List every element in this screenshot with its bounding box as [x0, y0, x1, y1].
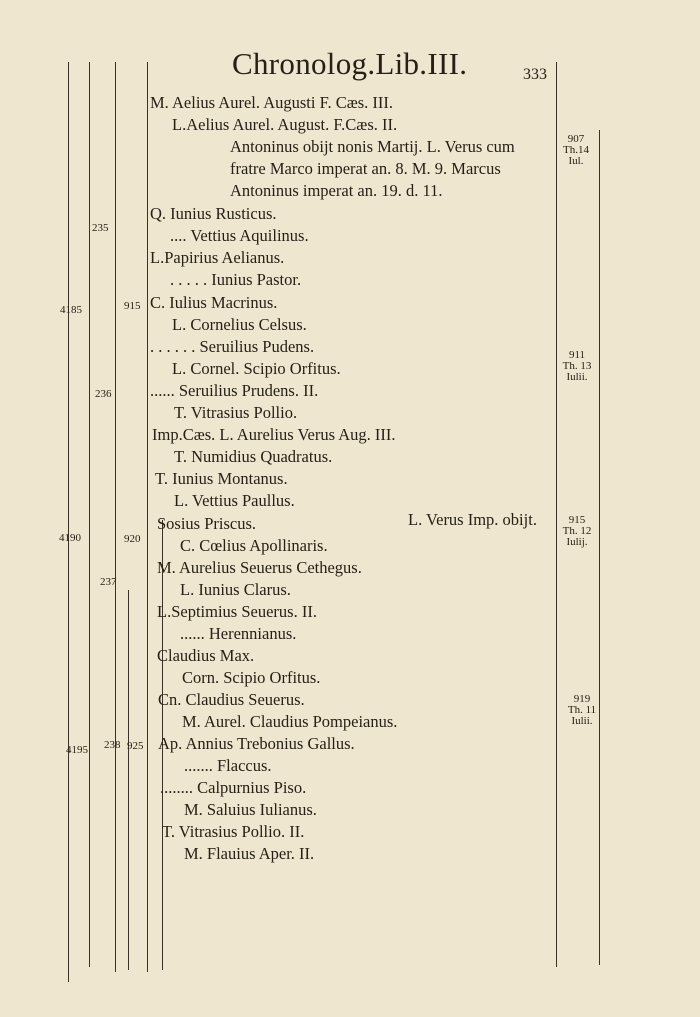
consul-entry: T. Vitrasius Pollio. [174, 403, 298, 422]
consul-entry: L. Cornelius Celsus. [172, 315, 307, 334]
consul-entry: L. Vettius Paullus. [174, 491, 295, 510]
column-rule [128, 590, 129, 970]
consul-entry: L. Iunius Clarus. [180, 580, 291, 599]
consul-entry: T. Numidius Quadratus. [174, 447, 333, 466]
chronicle-note: fratre Marco imperat an. 8. M. 9. Marcus [230, 159, 501, 178]
year-number: 915 [124, 300, 141, 312]
consul-entry: M. Aurelius Seuerus Cethegus. [157, 558, 362, 577]
consul-entry: ...... Seruilius Prudens. II. [150, 381, 319, 400]
consul-entry: L.Aelius Aurel. August. F.Cæs. II. [172, 115, 398, 134]
right-date-note: 915 Th. 12 Iulij. [562, 514, 592, 548]
column-rule [147, 62, 148, 972]
consul-entry: ...... Herennianus. [180, 624, 297, 643]
consul-entry: M. Aelius Aurel. Augusti F. Cæs. III. [150, 93, 393, 112]
right-date-note: 907 Th.14 Iul. [563, 133, 589, 167]
year-number: 4195 [66, 744, 88, 756]
consul-entry: . . . . . . Seruilius Pudens. [150, 337, 315, 356]
consul-entry: Cn. Claudius Seuerus. [158, 690, 305, 709]
year-number: 920 [124, 533, 141, 545]
consul-entry: Q. Iunius Rusticus. [150, 204, 277, 223]
side-note: L. Verus Imp. obijt. [408, 510, 537, 529]
consul-entry: .... Vettius Aquilinus. [170, 226, 309, 245]
year-number: 925 [127, 740, 144, 752]
page-number: 333 [523, 66, 547, 83]
year-number: 4190 [59, 532, 81, 544]
column-rule [115, 62, 116, 972]
chronicle-note: Antoninus obijt nonis Martij. L. Verus cum [230, 137, 515, 156]
right-date-note: 919 Th. 11 Iulii. [567, 693, 597, 727]
right-date-note: 911 Th. 13 Iulii. [562, 349, 592, 383]
year-number: 238 [104, 739, 121, 751]
chronicle-note: Antoninus imperat an. 19. d. 11. [230, 181, 443, 200]
consul-entry: . . . . . Iunius Pastor. [170, 270, 302, 289]
consul-entry: L.Septimius Seuerus. II. [157, 602, 317, 621]
consul-entry: ........ Calpurnius Piso. [160, 778, 307, 797]
year-number: 237 [100, 576, 117, 588]
consul-entry: L.Papirius Aelianus. [150, 248, 285, 267]
consul-entry: Ap. Annius Trebonius Gallus. [158, 734, 355, 753]
consul-entry: C. Iulius Macrinus. [150, 293, 278, 312]
consul-entry: T. Vitrasius Pollio. II. [162, 822, 305, 841]
consul-entry: T. Iunius Montanus. [155, 469, 288, 488]
year-number: 236 [95, 388, 112, 400]
consul-entry: Claudius Max. [157, 646, 255, 665]
column-rule [89, 62, 90, 967]
consul-entry: Corn. Scipio Orfitus. [182, 668, 321, 687]
column-rule [68, 62, 69, 982]
consul-entry: Sosius Priscus. [157, 514, 257, 533]
consul-entry: M. Flauius Aper. II. [184, 844, 315, 863]
column-rule [599, 130, 600, 965]
year-number: 4185 [60, 304, 82, 316]
year-number: 235 [92, 222, 109, 234]
consul-entry: Imp.Cæs. L. Aurelius Verus Aug. III. [152, 425, 396, 444]
consul-entry: M. Aurel. Claudius Pompeianus. [182, 712, 398, 731]
consul-entry: L. Cornel. Scipio Orfitus. [172, 359, 341, 378]
consul-entry: ....... Flaccus. [184, 756, 272, 775]
consul-entry: C. Cœlius Apollinaris. [180, 536, 328, 555]
consul-entry: M. Saluius Iulianus. [184, 800, 317, 819]
page-title: Chronolog.Lib.III. [232, 46, 468, 81]
